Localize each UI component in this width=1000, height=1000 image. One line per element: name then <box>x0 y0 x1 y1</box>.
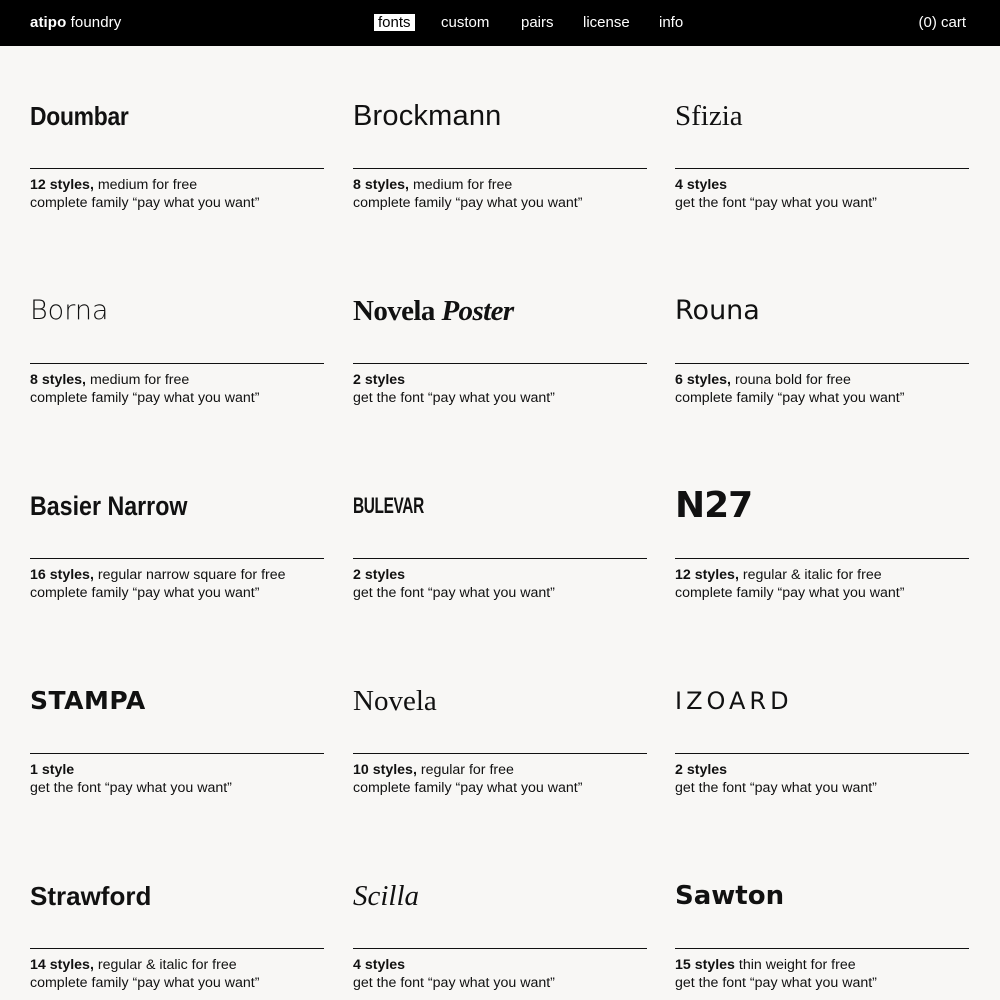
style-count: 4 styles <box>675 177 728 193</box>
style-count: 1 style <box>30 762 75 778</box>
divider <box>30 753 324 754</box>
font-info <box>30 761 232 797</box>
brand-rest: foundry <box>66 14 122 31</box>
pricing-note: complete family “pay what you want” <box>675 390 905 406</box>
font-name: Rouna <box>675 295 760 326</box>
font-info <box>30 371 259 407</box>
font-info <box>675 371 904 407</box>
divider <box>675 363 969 364</box>
nav-custom[interactable]: custom <box>441 14 490 31</box>
style-count: 2 styles <box>353 372 406 388</box>
pricing-note: get the font “pay what you want” <box>675 195 877 211</box>
font-card-doumbar[interactable] <box>30 96 324 246</box>
font-card-novela-poster[interactable] <box>353 291 647 441</box>
free-offer: regular narrow square for free <box>93 567 286 583</box>
cart-link[interactable]: (0) cart <box>918 14 966 31</box>
nav-license[interactable]: license <box>583 14 630 31</box>
font-card-bulevar[interactable] <box>353 486 647 636</box>
font-info <box>675 176 877 212</box>
divider <box>353 558 647 559</box>
font-info <box>30 176 259 212</box>
font-name: STAMPA <box>30 686 146 715</box>
free-offer: medium for free <box>409 177 513 193</box>
free-offer: medium for free <box>93 177 198 193</box>
divider <box>353 753 647 754</box>
style-count: 8 styles, <box>353 177 410 193</box>
font-name: Scilla <box>353 880 420 912</box>
font-card-izoard[interactable] <box>675 681 969 831</box>
divider <box>675 948 969 949</box>
font-name: N27 <box>675 485 753 526</box>
pricing-note: complete family “pay what you want” <box>30 195 260 211</box>
pricing-note: get the font “pay what you want” <box>353 390 555 406</box>
font-name-roman: Novela <box>353 295 435 327</box>
divider <box>353 168 647 169</box>
divider <box>675 168 969 169</box>
font-card-scilla[interactable] <box>353 876 647 1000</box>
nav-fonts[interactable]: fonts <box>374 14 415 31</box>
font-name: Brockmann <box>353 100 502 132</box>
style-count: 15 styles <box>675 957 735 973</box>
font-name: Basier Narrow <box>30 491 188 521</box>
divider <box>353 363 647 364</box>
style-count: 10 styles, <box>353 762 417 778</box>
font-card-n27[interactable] <box>675 486 969 636</box>
font-card-rouna[interactable] <box>675 291 969 441</box>
font-name: Borna <box>30 295 109 326</box>
pricing-note: complete family “pay what you want” <box>30 390 260 406</box>
font-info <box>353 371 555 407</box>
free-offer: thin weight for free <box>734 957 856 973</box>
font-card-borna[interactable] <box>30 291 324 441</box>
font-info <box>353 761 582 797</box>
font-name-italic: Poster <box>441 295 514 327</box>
top-bar <box>0 0 1000 46</box>
brand-bold: atipo <box>30 14 67 31</box>
pricing-note: get the font “pay what you want” <box>353 975 555 991</box>
font-card-basier-narrow[interactable] <box>30 486 324 636</box>
font-info <box>353 176 582 212</box>
style-count: 8 styles, <box>30 372 87 388</box>
font-card-strawford[interactable] <box>30 876 324 1000</box>
style-count: 4 styles <box>353 957 406 973</box>
font-name: Novela <box>353 685 437 717</box>
font-info <box>675 566 904 602</box>
style-count: 14 styles, <box>30 957 94 973</box>
divider <box>675 558 969 559</box>
divider <box>353 948 647 949</box>
style-count: 12 styles, <box>30 177 94 193</box>
font-name: BULEVAR <box>353 493 424 518</box>
divider <box>30 168 324 169</box>
font-name: IZOARD <box>675 687 793 715</box>
font-info <box>675 761 877 797</box>
pricing-note: complete family “pay what you want” <box>675 585 905 601</box>
style-count: 12 styles, <box>675 567 739 583</box>
font-card-sawton[interactable] <box>675 876 969 1000</box>
style-count: 16 styles, <box>30 567 94 583</box>
font-name: Sawton <box>675 881 785 911</box>
pricing-note: complete family “pay what you want” <box>353 780 583 796</box>
style-count: 2 styles <box>675 762 728 778</box>
nav-pairs[interactable]: pairs <box>521 14 554 31</box>
pricing-note: complete family “pay what you want” <box>30 975 260 991</box>
pricing-note: complete family “pay what you want” <box>30 585 260 601</box>
style-count: 2 styles <box>353 567 406 583</box>
free-offer: regular for free <box>416 762 514 778</box>
free-offer: regular & italic for free <box>738 567 882 583</box>
pricing-note: get the font “pay what you want” <box>675 975 877 991</box>
font-card-sfizia[interactable] <box>675 96 969 246</box>
nav-info[interactable]: info <box>659 14 684 31</box>
divider <box>675 753 969 754</box>
font-name <box>353 291 514 331</box>
font-info <box>353 956 555 992</box>
font-info <box>30 956 259 992</box>
divider <box>30 948 324 949</box>
main-nav <box>0 0 1000 46</box>
divider <box>30 363 324 364</box>
pricing-note: complete family “pay what you want” <box>353 195 583 211</box>
divider <box>30 558 324 559</box>
free-offer: medium for free <box>86 372 190 388</box>
pricing-note: get the font “pay what you want” <box>30 780 232 796</box>
font-name: Strawford <box>30 881 152 911</box>
font-info <box>675 956 877 992</box>
font-name: Sfizia <box>675 100 743 132</box>
font-name: Doumbar <box>30 101 129 131</box>
font-info <box>30 566 286 602</box>
style-count: 6 styles, <box>675 372 732 388</box>
pricing-note: get the font “pay what you want” <box>353 585 555 601</box>
font-card-stampa[interactable] <box>30 681 324 831</box>
pricing-note: get the font “pay what you want” <box>675 780 877 796</box>
free-offer: regular & italic for free <box>93 957 237 973</box>
font-card-brockmann[interactable] <box>353 96 647 246</box>
free-offer: rouna bold for free <box>731 372 851 388</box>
font-info <box>353 566 555 602</box>
font-card-novela[interactable] <box>353 681 647 831</box>
